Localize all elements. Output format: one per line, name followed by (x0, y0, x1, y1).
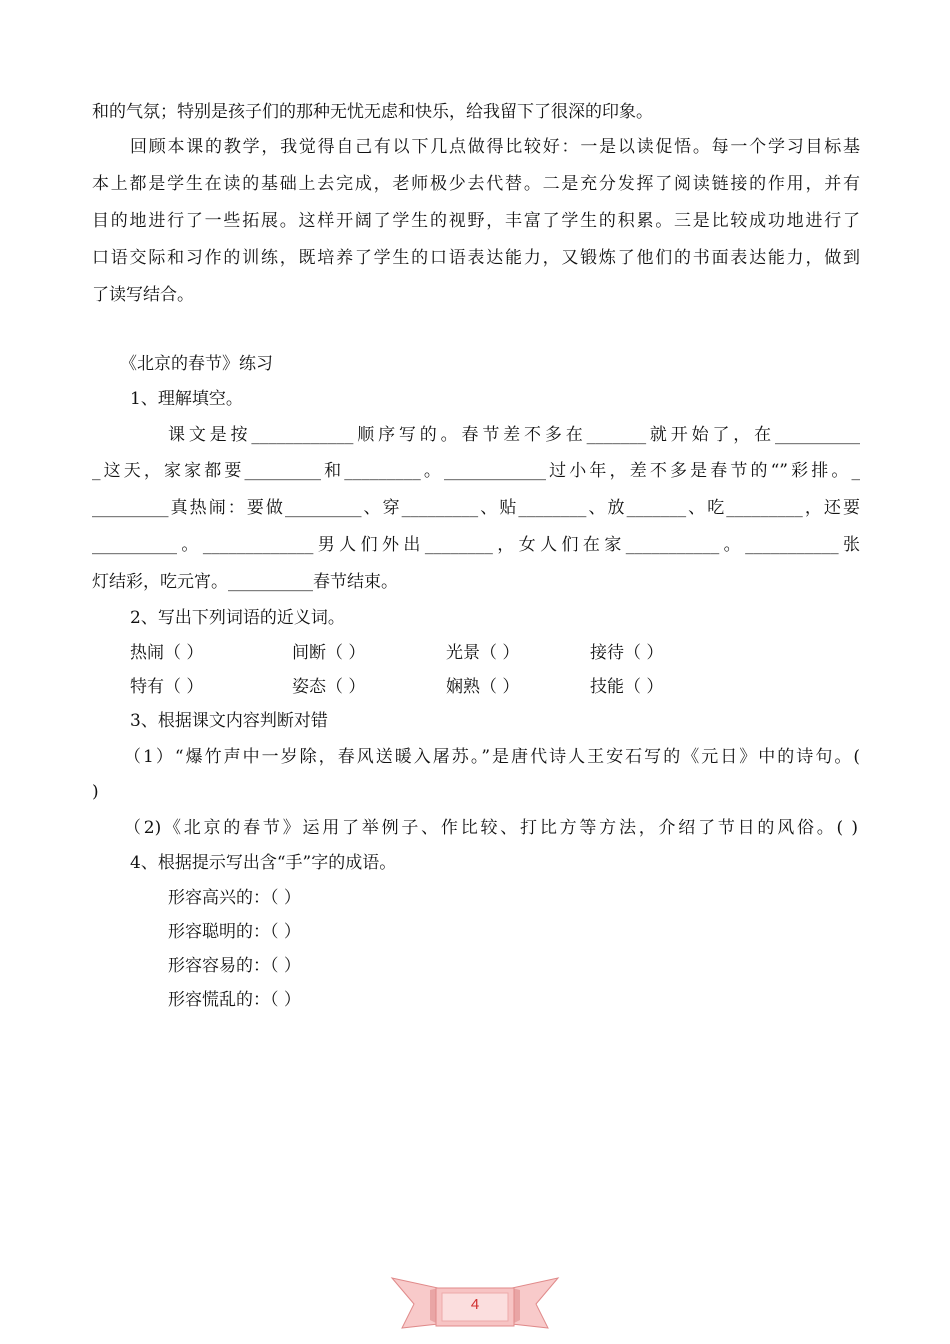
q1-heading: 1、理解填空。 (130, 389, 243, 409)
q2-row2-item-3: 娴熟（ ） (446, 677, 520, 697)
q4-heading: 4、根据提示写出含“手”字的成语。 (130, 853, 397, 873)
intro-para2-line-1: 回顾本课的教学，我觉得自己有以下几点做得比较好：一是以读促悟。每一个学习目标基 (130, 137, 860, 157)
q4-item-2: 形容聪明的：（ ） (168, 922, 301, 942)
q1-line-3: _________真热闹：要做_________、穿_________、贴________、放_______、吃_________，还要 (92, 498, 860, 518)
q3-item1-line-2: ) (92, 782, 99, 802)
intro-para2-line-2: 本上都是学生在读的基础上去完成，老师极少去代替。二是充分发挥了阅读链接的作用，并有 (92, 174, 860, 194)
q2-row2-item-4: 技能（ ） (590, 677, 664, 697)
intro-para2-line-5: 了读写结合。 (92, 285, 194, 305)
q1-line-2: _这天，家家都要_________和_________。____________过小年，差不多是春节的“”彩排。_ (92, 461, 860, 481)
q1-line-4: __________。_____________男人们外出________，女人们在家___________。___________张 (92, 535, 860, 555)
q4-item-3: 形容容易的：（ ） (168, 956, 301, 976)
intro-line-1: 和的气氛；特别是孩子们的那种无忧无虑和快乐，给我留下了很深的印象。 (92, 102, 653, 122)
q1-line-1: 课文是按____________顺序写的。春节差不多在_______就开始了，在__________ (168, 425, 860, 445)
q3-item2: （2)《北京的春节》运用了举例子、作比较、打比方等方法，介绍了节日的风俗。( ) (124, 818, 858, 838)
exercise-title: 《北京的春节》练习 (120, 354, 273, 374)
q2-row2-item-1: 特有（ ） (130, 677, 204, 697)
q3-item1-line-1: （1）“爆竹声中一岁除，春风送暖入屠苏。”是唐代诗人王安石写的《元日》中的诗句。( (124, 747, 860, 767)
q2-row2-item-2: 姿态（ ） (292, 677, 366, 697)
q2-row1-item-3: 光景（ ） (446, 643, 520, 663)
q4-item-1: 形容高兴的：（ ） (168, 888, 301, 908)
q2-row1-item-1: 热闹（ ） (130, 643, 204, 663)
intro-para2-line-4: 口语交际和习作的训练，既培养了学生的口语表达能力，又锻炼了他们的书面表达能力，做到 (92, 248, 860, 268)
page-number-ribbon (390, 1266, 560, 1336)
q4-item-4: 形容慌乱的：（ ） (168, 990, 301, 1010)
q2-row1-item-2: 间断（ ） (292, 643, 366, 663)
intro-para2-line-3: 目的地进行了一些拓展。这样开阔了学生的视野，丰富了学生的积累。三是比较成功地进行了 (92, 211, 860, 231)
q1-line-5: 灯结彩，吃元宵。__________春节结束。 (92, 572, 398, 592)
q2-row1-item-4: 接待（ ） (590, 643, 664, 663)
page-number: 4 (470, 1296, 480, 1313)
q2-heading: 2、写出下列词语的近义词。 (130, 608, 345, 628)
q3-heading: 3、根据课文内容判断对错 (130, 711, 328, 731)
